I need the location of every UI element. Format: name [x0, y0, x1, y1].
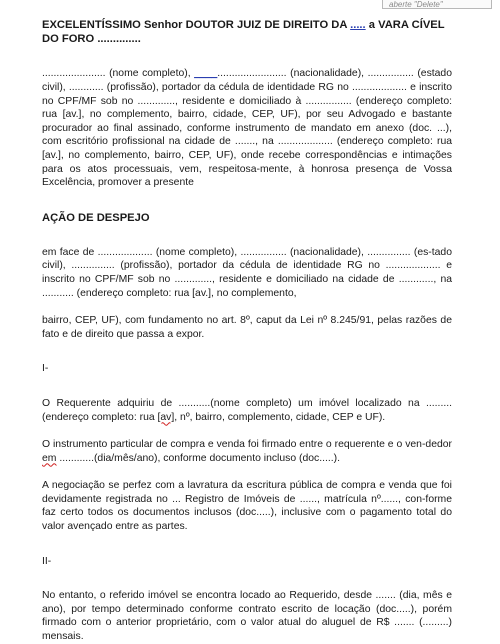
section-number-ii: II-: [42, 555, 52, 567]
intro-paragraph: [42, 67, 452, 189]
heading-text-end: a VARA CÍVEL DO FORO ..............: [42, 19, 445, 46]
section-number-i: I-: [42, 363, 49, 375]
spacer: [42, 46, 452, 67]
spacer: [42, 225, 452, 246]
intro-text-rest: ........................ (nacionalidade), ................ (estado civil), ............ (profissão), portador da cédula de identidade RG no ................... e inscrito no CPF/MF sob no ............., residente e domiciliado à ................ (endereço completo: rua [av.], no complemento, bairro, cidade, CEP, UF), por seu Advogado e bastante procurador ao final assinado, conforme instrumento de mandato em anexo (doc. ...), com escritório profissional na cidade de ......., na ................... (endereço completo: rua [av.], no complemento, bairro, CEP, UF), onde recebe correspondências e intimações para os atos processuais, vem, respeitosa-mente, à honrosa presença de Vossa Excelência, promover a presente: [42, 68, 452, 189]
spacer: [42, 341, 452, 362]
heading-placeholder-link[interactable]: .....: [350, 19, 366, 31]
delete-hint-box[interactable]: aberte "Delete": [382, 0, 492, 9]
document-heading: [42, 18, 452, 46]
spellcheck-marked-word[interactable]: em: [42, 452, 57, 464]
spellcheck-marked-word[interactable]: [av]: [157, 411, 175, 423]
contract-paragraph: [42, 438, 452, 465]
spacer: [42, 465, 452, 479]
deed-paragraph: A negociação se perfez com a lavratura da escritura pública de compra e venda que foi devidamente registrada no ... Registro de Imóveis de ......, matrícula nº......, con-forme faz certo todos os documentos inclusos (doc.....), inclusive com o pagamento total do valor avençado entre as partes.: [42, 480, 452, 533]
purchase-paragraph: [42, 397, 452, 424]
heading-text-start: EXCELENTÍSSIMO Senhor DOUTOR JUIZ DE DIREITO DA: [42, 19, 351, 31]
intro-text-start: ...................... (nome completo),: [42, 68, 195, 80]
intro-placeholder-link[interactable]: ____: [194, 68, 218, 80]
contract-text-start: O instrumento particular de compra e venda foi firmado entre o requerente e o ven-dedor: [42, 439, 452, 451]
spacer: [42, 534, 452, 555]
document-page: [42, 18, 452, 644]
against-paragraph: em face de ................... (nome completo), ................ (nacionalidade), ............... (es-tado civil), ............... (profissão), portador da cédula de identidade RG no ................... e inscrito no CPF/MF sob no ............., residente e domiciliado na cidade de ............, na ........... (endereço completo: rua [av.], no complemento,: [42, 246, 452, 299]
purchase-text-start: O Requerente adquiriu de ...........(nome completo) um imóvel localizado na .........(endereço completo: rua: [42, 397, 452, 423]
spacer: [42, 300, 452, 314]
purchase-text-end: , nº, bairro, complemento, cidade, CEP e UF).: [174, 411, 386, 423]
grounds-paragraph: bairro, CEP, UF), com fundamento no art. 8º, caput da Lei nº 8.245/91, pelas razões de fato e de direito que passa a expor.: [42, 315, 452, 340]
editor-top-bar: [0, 0, 500, 10]
contract-text-end: ............(dia/mês/ano), conforme documento incluso (doc.....).: [56, 452, 340, 464]
spacer: [42, 424, 452, 438]
action-title: AÇÃO DE DESPEJO: [42, 211, 150, 224]
spacer: [42, 568, 452, 589]
spacer: [42, 190, 452, 211]
lease-paragraph: No entanto, o referido imóvel se encontra locado ao Requerido, desde ....... (dia, mês e ano), por tempo determinado conforme contrato escrito de locação (doc.....), porém firmado com o anterior proprietário, com o valor atual do aluguel de R$ ....... (.........) mensais.: [42, 590, 452, 643]
spacer: [42, 376, 452, 397]
